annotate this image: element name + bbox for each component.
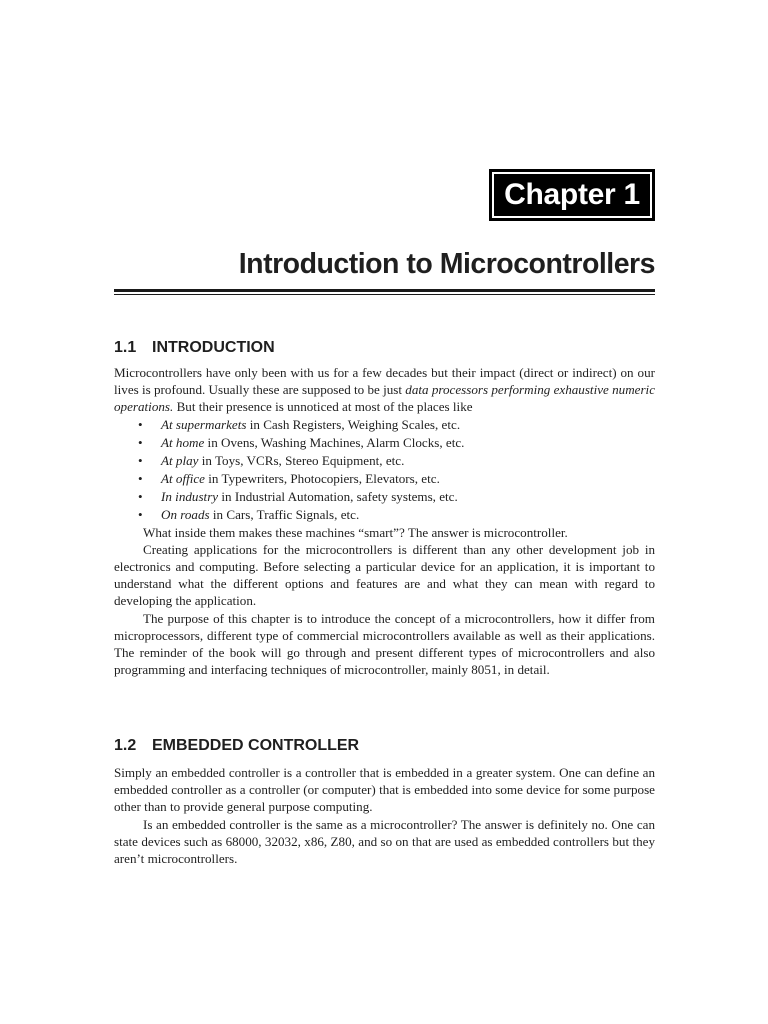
section-number: 1.2 <box>114 737 137 754</box>
list-item-text: in Ovens, Washing Machines, Alarm Clocks, etc. <box>204 434 465 450</box>
list-item-place: At home <box>161 434 205 450</box>
body-paragraph: The purpose of this chapter is to introduce the concept of a microcontrollers, how it differ from microprocessors, different type of commercial microcontrollers available as well as their applications. The reminder of the book will go through and present different types of microcontrollers and also programming and interfacing techniques of microcontroller, mainly 8051, in detail. <box>114 610 655 678</box>
intro-text-part1: Microcontrollers have only been with us for a few decades but their impact (direct or indirect) on our lives is profound. Usually these are supposed to be just <box>114 365 655 398</box>
section-embedded-controller-body <box>114 764 655 867</box>
body-paragraph: What inside them makes these machines “smart”? The answer is microcontroller. <box>143 524 568 540</box>
list-item <box>114 488 655 506</box>
section-heading-embedded-controller <box>114 737 359 755</box>
intro-emphasis: data processors performing exhaustive numeric operations. <box>114 382 656 415</box>
chapter-title: Introduction to Microcontrollers <box>238 248 655 280</box>
list-item <box>114 506 655 524</box>
list-item-text: in Industrial Automation, safety systems, etc. <box>218 488 458 504</box>
bullet-marker: • <box>138 416 143 432</box>
list-item-place: At play <box>161 452 199 468</box>
section-introduction-body <box>114 364 655 678</box>
list-item-place: In industry <box>161 488 219 504</box>
list-item-place: At office <box>161 470 205 486</box>
section-heading-introduction <box>114 339 275 357</box>
chapter-label: Chapter 1 <box>492 172 652 218</box>
bullet-marker: • <box>138 488 143 504</box>
list-item <box>114 470 655 488</box>
intro-paragraph <box>114 364 655 416</box>
section-title: EMBEDDED CONTROLLER <box>152 737 360 754</box>
list-item <box>114 434 655 452</box>
list-item-text: in Cars, Traffic Signals, etc. <box>209 506 360 522</box>
chapter-label-box <box>489 169 655 221</box>
list-item <box>114 452 655 470</box>
body-paragraph: Is an embedded controller is the same as a microcontroller? The answer is definitely no. One can state devices such as 68000, 32032, x86, Z80, and so on that are used as embedded controllers but they aren’t microcontrollers. <box>114 816 655 867</box>
section-title: INTRODUCTION <box>152 339 275 356</box>
title-rule-thin <box>114 294 655 295</box>
list-item <box>114 416 655 434</box>
bullet-marker: • <box>138 434 143 450</box>
list-item-text: in Cash Registers, Weighing Scales, etc. <box>246 416 461 432</box>
bullet-marker: • <box>138 470 143 486</box>
bullet-marker: • <box>138 452 143 468</box>
list-item-place: On roads <box>161 506 210 522</box>
places-list <box>114 416 655 524</box>
bullet-marker: • <box>138 506 143 522</box>
body-paragraph: Creating applications for the microcontrollers is different than any other development job in electronics and computing. Before selecting a particular device for an application, it is important to understand what the different options and features are and what they can mean with regard to developing the application. <box>114 541 655 609</box>
intro-text-part2: But their presence is unnoticed at most of the places like <box>173 399 473 415</box>
list-item-text: in Typewriters, Photocopiers, Elevators, etc. <box>205 470 440 486</box>
section-number: 1.1 <box>114 339 137 356</box>
list-item-place: At supermarkets <box>161 416 247 432</box>
list-item-text: in Toys, VCRs, Stereo Equipment, etc. <box>198 452 405 468</box>
title-rule-thick <box>114 289 655 292</box>
body-paragraph: Simply an embedded controller is a controller that is embedded in a greater system. One can define an embedded controller as a controller (or computer) that is embedded into some device for some purpose other than to provide general purpose computing. <box>114 765 655 815</box>
